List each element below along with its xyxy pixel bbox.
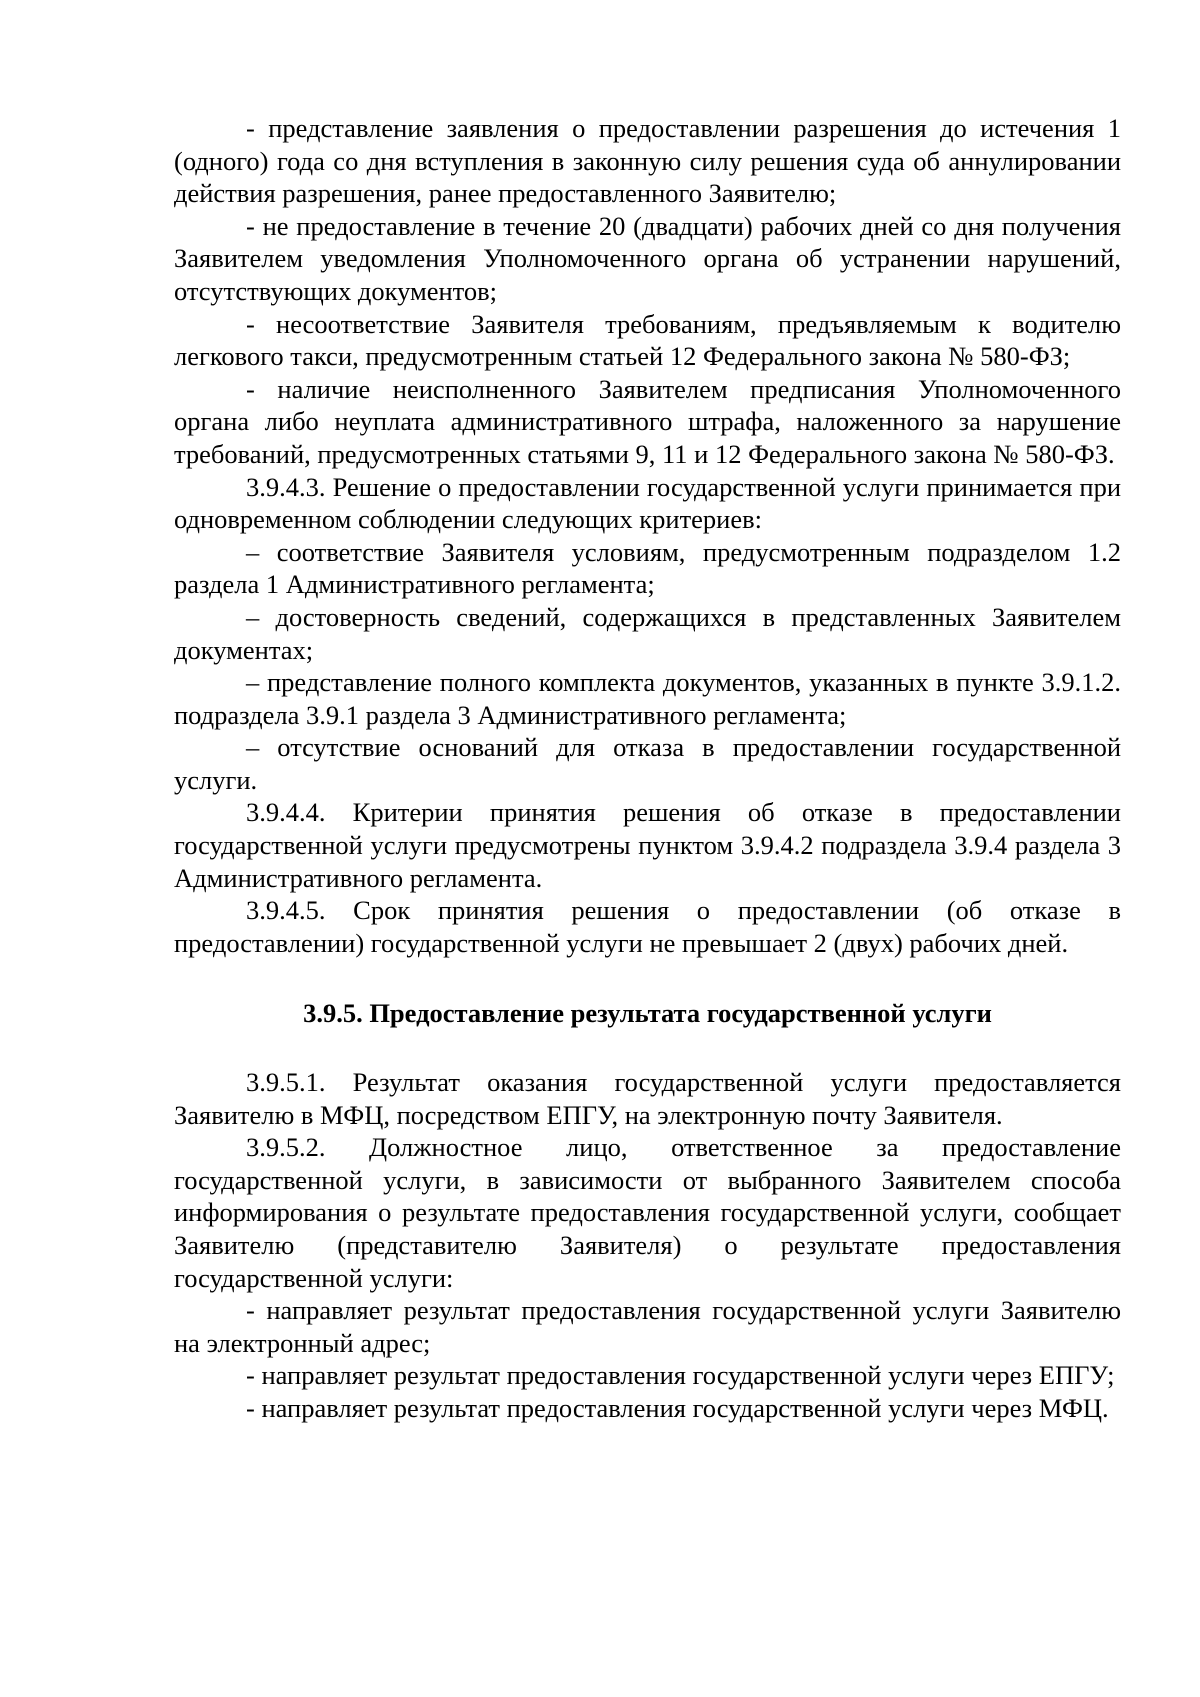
paragraph-3-9-5-1: 3.9.5.1. Результат оказания государственной услуги предоставляется Заявителю в МФЦ, посредством ЕПГУ, на электронную почту Заявителя.	[174, 1067, 1121, 1130]
paragraph-result-epgu: - направляет результат предоставления государственной услуги через ЕПГУ;	[246, 1360, 1115, 1391]
paragraph-refusal-no-documents: - не предоставление в течение 20 (двадцати) рабочих дней со дня получения Заявителем уведомления Уполномоченного органа об устранении нарушений, отсутствующих документов;	[174, 210, 1121, 306]
paragraph-result-mfc: - направляет результат предоставления государственной услуги через МФЦ.	[246, 1392, 1109, 1423]
document-page	[174, 112, 1121, 1425]
paragraph-3-9-5-2: 3.9.5.2. Должностное лицо, ответственное за предоставление государственной услуги, в зависимости от выбранного Заявителем способа информирования о результате предоставления государственной услуги, сообщает Заявителю (представителю Заявителя) о результате предоставления государственной услуги:	[174, 1132, 1121, 1293]
section-heading: 3.9.5. Предоставление результата государственной услуги	[303, 998, 992, 1029]
paragraph-criterion-conditions: – соответствие Заявителя условиям, предусмотренным подразделом 1.2 раздела 1 Административного регламента;	[174, 536, 1121, 600]
paragraph-refusal-requirements: - несоответствие Заявителя требованиям, предъявляемым к водителю легкового такси, предусмотренным статьей 12 Федерального закона № 580-ФЗ;	[174, 308, 1121, 372]
paragraph-3-9-4-4: 3.9.4.4. Критерии принятия решения об отказе в предоставлении государственной услуги предусмотрены пунктом 3.9.4.2 подраздела 3.9.4 раздела 3 Административного регламента.	[174, 797, 1121, 893]
paragraph-refusal-annulled-permit: - представление заявления о предоставлении разрешения до истечения 1 (одного) года со дня вступления в законную силу решения суда об аннулировании действия разрешения, ранее предоставленного Заявителю;	[174, 113, 1121, 209]
paragraph-3-9-4-3: 3.9.4.3. Решение о предоставлении государственной услуги принимается при одновременном соблюдении следующих критериев:	[174, 471, 1121, 535]
paragraph-result-email: - направляет результат предоставления государственной услуги Заявителю на электронный адрес;	[174, 1295, 1121, 1358]
paragraph-criterion-no-grounds: – отсутствие оснований для отказа в предоставлении государственной услуги.	[174, 732, 1121, 795]
paragraph-criterion-complete-set: – представление полного комплекта документов, указанных в пункте 3.9.1.2. подраздела 3.9.1 раздела 3 Административного регламента;	[174, 667, 1121, 730]
paragraph-refusal-unfulfilled-order: - наличие неисполненного Заявителем предписания Уполномоченного органа либо неуплата административного штрафа, наложенного за нарушение требований, предусмотренных статьями 9, 11 и 12 Федерального закона № 580-ФЗ.	[174, 373, 1121, 469]
paragraph-criterion-reliability: – достоверность сведений, содержащихся в представленных Заявителем документах;	[174, 601, 1121, 665]
paragraph-3-9-4-5: 3.9.4.5. Срок принятия решения о предоставлении (об отказе в предоставлении) государственной услуги не превышает 2 (двух) рабочих дней.	[174, 895, 1121, 958]
